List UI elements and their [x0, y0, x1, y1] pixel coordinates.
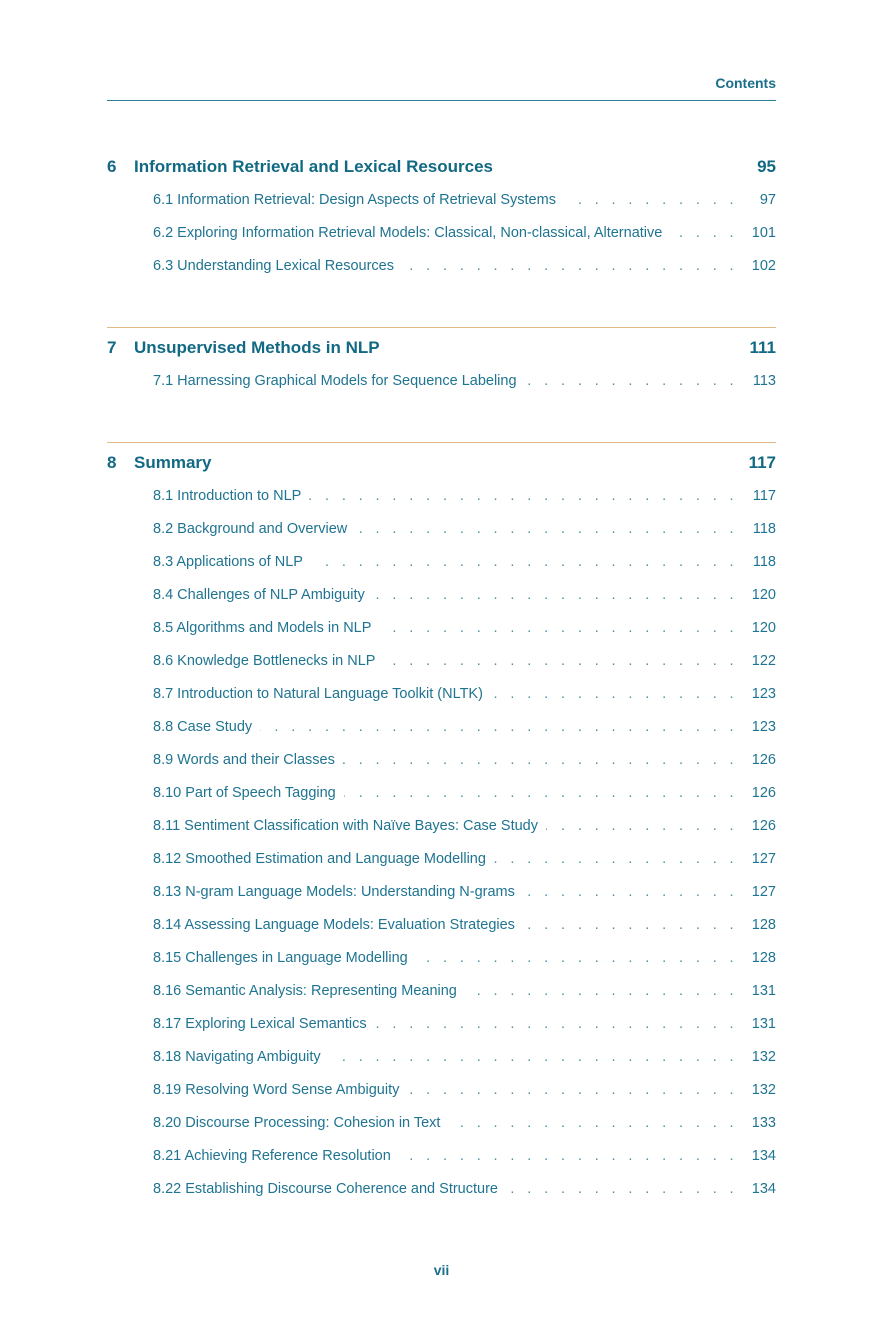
- dot-leader: [343, 748, 738, 772]
- toc-chapter-entry[interactable]: [107, 451, 776, 475]
- section-title: 8.2 Background and Overview: [153, 521, 348, 537]
- toc-section-entry[interactable]: [107, 1177, 776, 1210]
- dot-leader: [448, 1111, 738, 1135]
- dot-leader: [525, 369, 738, 393]
- toc-section-entry[interactable]: [107, 814, 776, 847]
- dot-leader: [491, 682, 738, 706]
- toc-section-entry[interactable]: [107, 946, 776, 979]
- dot-leader: [523, 880, 738, 904]
- toc-section-entry[interactable]: [107, 1045, 776, 1078]
- dot-leader: [523, 913, 738, 937]
- section-page-number: 128: [751, 950, 776, 966]
- dot-leader: [494, 847, 738, 871]
- toc-section-entry[interactable]: [107, 847, 776, 880]
- section-page-number: 117: [752, 488, 776, 504]
- toc-section-entry[interactable]: [107, 781, 776, 814]
- chapter-page-number: 111: [749, 338, 776, 357]
- section-page-number: 131: [751, 1016, 776, 1032]
- section-page-number: 127: [751, 851, 776, 867]
- toc-chapter: [107, 442, 776, 1210]
- toc-section-list: [107, 369, 776, 402]
- dot-leader: [379, 616, 738, 640]
- toc-section-entry[interactable]: [107, 979, 776, 1012]
- dot-leader: [375, 1012, 738, 1036]
- toc-section-list: [107, 188, 776, 287]
- chapter-number: 8: [107, 453, 117, 472]
- dot-leader: [309, 484, 738, 508]
- toc-section-entry[interactable]: [107, 682, 776, 715]
- section-title: 8.4 Challenges of NLP Ambiguity: [153, 587, 365, 603]
- page-number: vii: [433, 1262, 450, 1278]
- chapter-page-number: 95: [757, 157, 776, 176]
- toc-section-list: [107, 484, 776, 1210]
- section-title: 6.3 Understanding Lexical Resources: [153, 258, 394, 274]
- dot-leader: [260, 715, 738, 739]
- section-page-number: 118: [752, 554, 776, 570]
- toc-section-entry[interactable]: [107, 517, 776, 550]
- section-title: 8.6 Knowledge Bottlenecks in NLP: [153, 653, 376, 669]
- toc-section-entry[interactable]: [107, 649, 776, 682]
- section-title: 8.11 Sentiment Classification with Naïve Bayes: Case Study: [153, 818, 538, 834]
- toc-section-entry[interactable]: [107, 880, 776, 913]
- section-page-number: 134: [751, 1148, 776, 1164]
- section-title: 8.8 Case Study: [153, 719, 253, 735]
- section-page-number: 122: [751, 653, 776, 669]
- chapter-title: Unsupervised Methods in NLP: [134, 338, 380, 357]
- section-page-number: 120: [751, 587, 776, 603]
- dot-leader: [564, 188, 738, 212]
- dot-leader: [355, 517, 738, 541]
- chapter-title: Information Retrieval and Lexical Resources: [134, 157, 494, 176]
- section-title: 8.19 Resolving Word Sense Ambiguity: [153, 1082, 400, 1098]
- dot-leader: [506, 1177, 738, 1201]
- section-page-number: 133: [751, 1115, 776, 1131]
- toc-section-entry[interactable]: [107, 369, 776, 402]
- toc-section-entry[interactable]: [107, 913, 776, 946]
- dot-leader: [670, 221, 738, 245]
- section-title: 6.2 Exploring Information Retrieval Models: Classical, Non-classical, Alternative: [153, 225, 663, 241]
- section-title: 6.1 Information Retrieval: Design Aspects of Retrieval Systems: [153, 192, 556, 208]
- toc-chapter-entry[interactable]: [107, 336, 776, 360]
- toc-chapter-entry[interactable]: [107, 155, 776, 179]
- section-title: 7.1 Harnessing Graphical Models for Sequence Labeling: [153, 373, 517, 389]
- toc-section-entry[interactable]: [107, 188, 776, 221]
- section-title: 8.9 Words and their Classes: [153, 752, 335, 768]
- section-title: 8.21 Achieving Reference Resolution: [153, 1148, 391, 1164]
- toc-section-entry[interactable]: [107, 1078, 776, 1111]
- header-rule: [107, 100, 776, 101]
- section-page-number: 132: [751, 1049, 776, 1065]
- section-title: 8.17 Exploring Lexical Semantics: [153, 1016, 367, 1032]
- dot-leader: [465, 979, 738, 1003]
- dot-leader: [344, 781, 738, 805]
- section-page-number: 123: [751, 719, 776, 735]
- section-title: 8.18 Navigating Ambiguity: [153, 1049, 321, 1065]
- toc-section-entry[interactable]: [107, 254, 776, 287]
- dot-leader: [311, 550, 738, 574]
- section-title: 8.14 Assessing Language Models: Evaluation Strategies: [153, 917, 515, 933]
- section-title: 8.10 Part of Speech Tagging: [153, 785, 336, 801]
- section-page-number: 127: [751, 884, 776, 900]
- toc-chapter: [107, 155, 776, 287]
- section-title: 8.12 Smoothed Estimation and Language Modelling: [153, 851, 486, 867]
- section-page-number: 102: [751, 258, 776, 274]
- toc-section-entry[interactable]: [107, 1111, 776, 1144]
- toc-section-entry[interactable]: [107, 550, 776, 583]
- section-title: 8.5 Algorithms and Models in NLP: [153, 620, 372, 636]
- dot-leader: [383, 649, 738, 673]
- toc-section-entry[interactable]: [107, 1144, 776, 1177]
- section-title: 8.20 Discourse Processing: Cohesion in Text: [153, 1115, 441, 1131]
- dot-leader: [407, 1078, 738, 1102]
- toc-section-entry[interactable]: [107, 748, 776, 781]
- section-title: 8.3 Applications of NLP: [153, 554, 303, 570]
- toc-chapter: [107, 327, 776, 402]
- section-title: 8.1 Introduction to NLP: [153, 488, 302, 504]
- section-page-number: 132: [751, 1082, 776, 1098]
- section-page-number: 128: [751, 917, 776, 933]
- section-page-number: 131: [751, 983, 776, 999]
- section-page-number: 126: [751, 818, 776, 834]
- section-page-number: 97: [759, 192, 776, 208]
- dot-leader: [402, 254, 738, 278]
- dot-leader: [329, 1045, 738, 1069]
- dot-leader: [546, 814, 738, 838]
- chapter-number: 6: [107, 157, 117, 176]
- chapter-page-number: 117: [748, 453, 776, 472]
- section-page-number: 118: [752, 521, 776, 537]
- dot-leader: [373, 583, 738, 607]
- section-title: 8.16 Semantic Analysis: Representing Meaning: [153, 983, 457, 999]
- toc-section-entry[interactable]: [107, 221, 776, 254]
- toc-section-entry[interactable]: [107, 1012, 776, 1045]
- section-page-number: 101: [751, 225, 776, 241]
- toc-section-entry[interactable]: [107, 616, 776, 649]
- section-page-number: 134: [751, 1181, 776, 1197]
- section-title: 8.7 Introduction to Natural Language Toolkit (NLTK): [153, 686, 483, 702]
- section-page-number: 123: [751, 686, 776, 702]
- chapter-title: Summary: [134, 453, 212, 472]
- toc-section-entry[interactable]: [107, 715, 776, 748]
- dot-leader: [416, 946, 738, 970]
- toc-chapter-list: [107, 155, 776, 1210]
- toc-page: [107, 0, 776, 1326]
- toc-section-entry[interactable]: [107, 484, 776, 517]
- section-title: 8.13 N-gram Language Models: Understanding N-grams: [153, 884, 515, 900]
- section-page-number: 120: [751, 620, 776, 636]
- section-page-number: 126: [751, 785, 776, 801]
- section-page-number: 126: [751, 752, 776, 768]
- toc-section-entry[interactable]: [107, 583, 776, 616]
- chapter-number: 7: [107, 338, 117, 357]
- section-page-number: 113: [752, 373, 776, 389]
- dot-leader: [399, 1144, 738, 1168]
- section-title: 8.22 Establishing Discourse Coherence and Structure: [153, 1181, 498, 1197]
- running-head: Contents: [715, 75, 776, 91]
- section-title: 8.15 Challenges in Language Modelling: [153, 950, 408, 966]
